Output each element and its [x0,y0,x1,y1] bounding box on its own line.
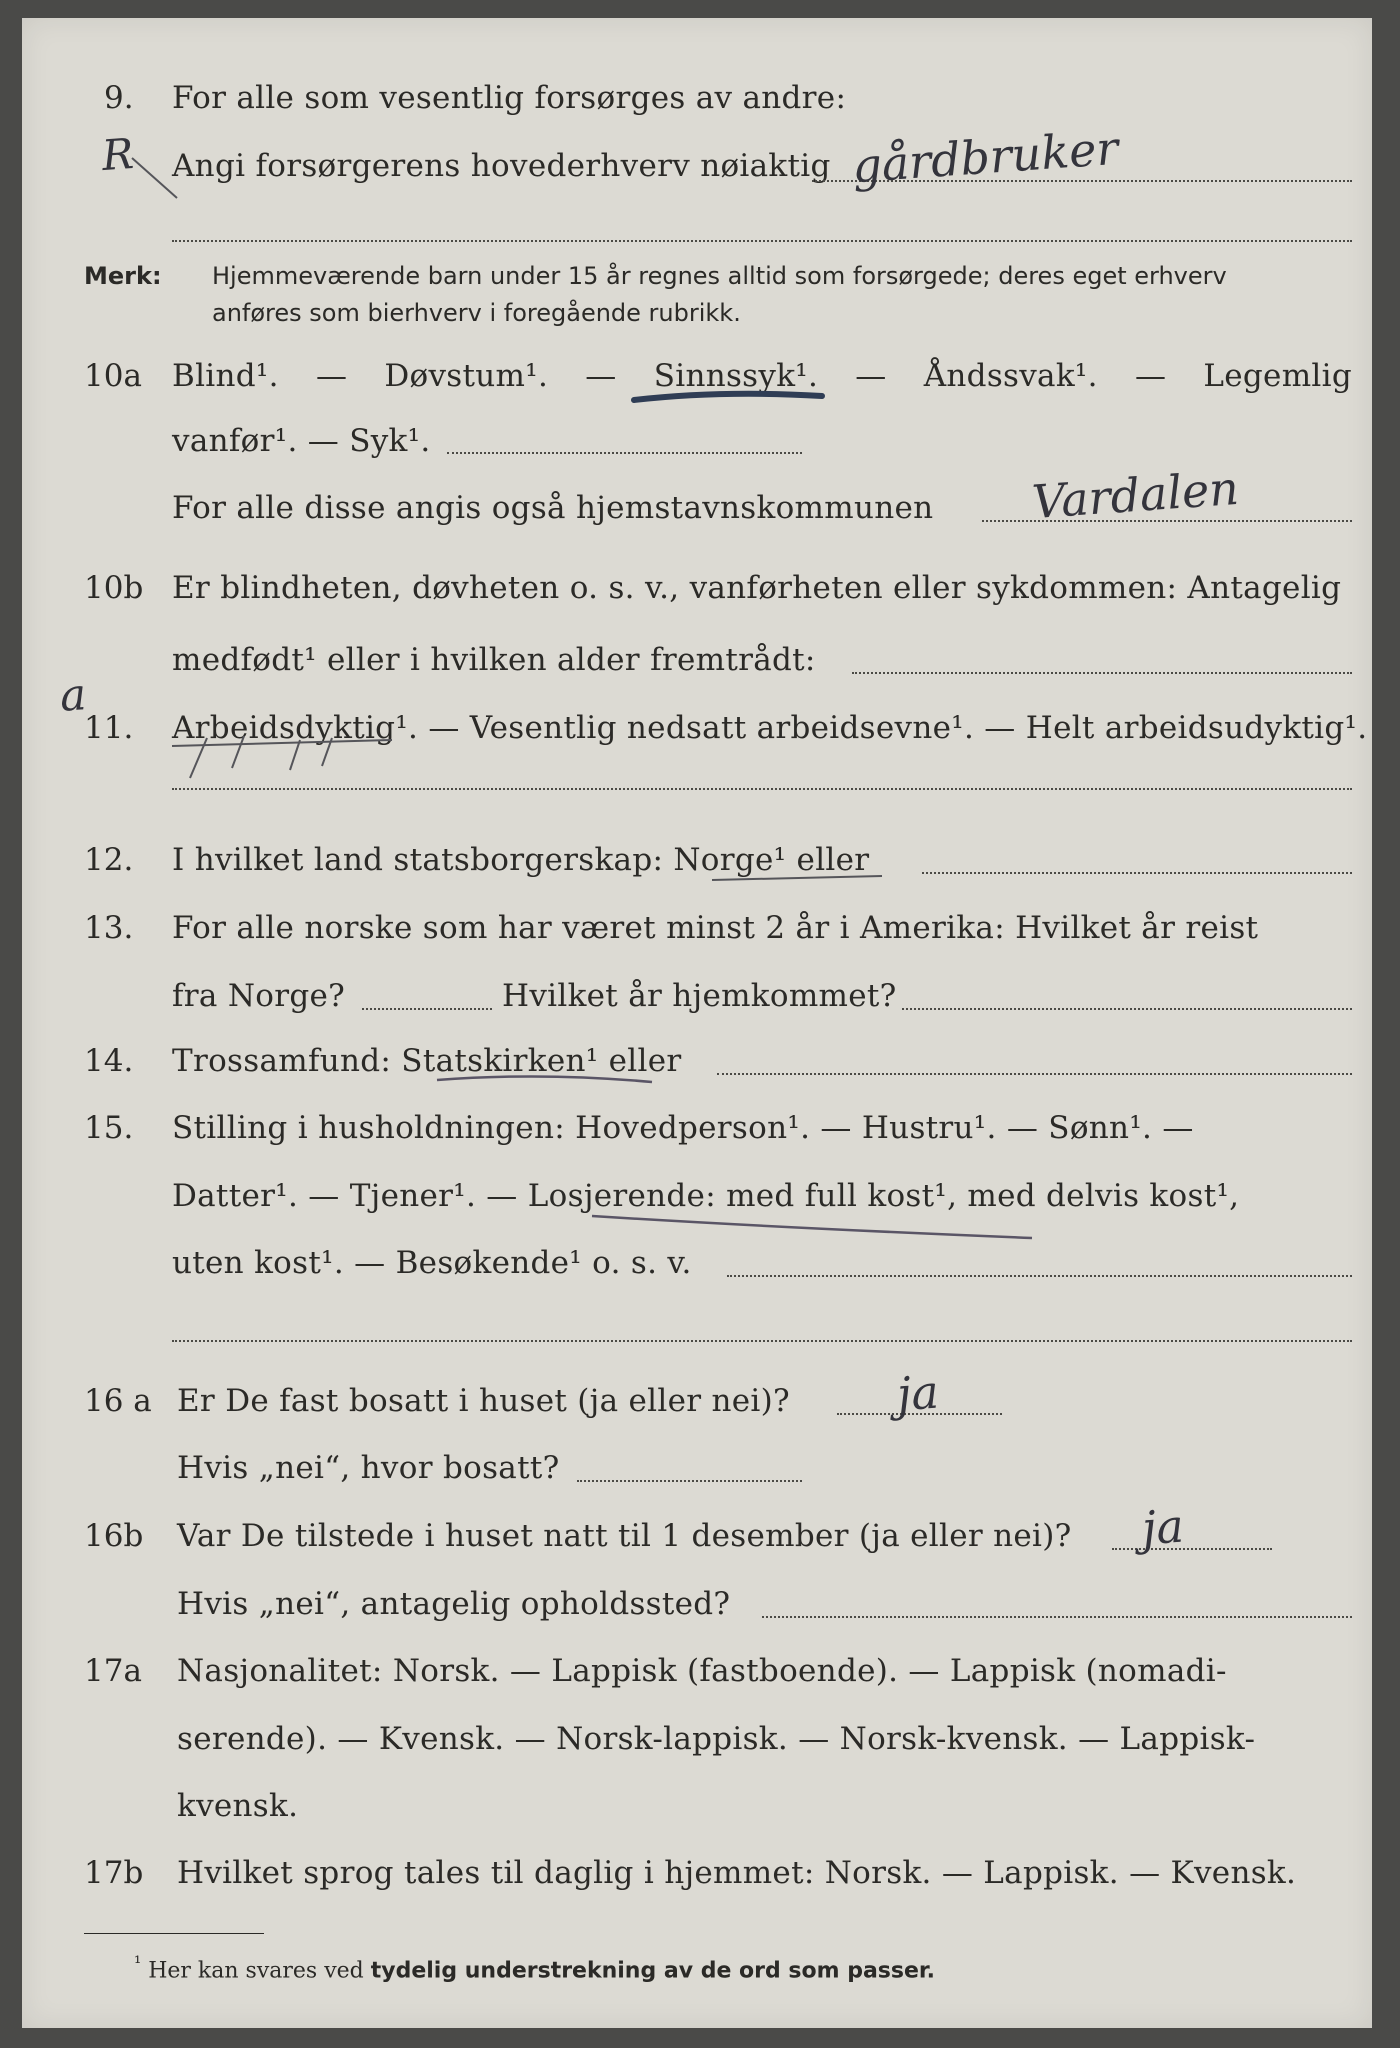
q11-margin-mark: a [58,669,88,722]
sinnssyk-underline [634,394,822,400]
q16a-line1: Er De fast bosatt i huset (ja eller nei)? [177,1383,790,1419]
q17b-line1: Hvilket sprog tales til daglig i hjemmet: Norsk. — Lappisk. — Kvensk. [177,1855,1297,1891]
q13-line1: For alle norske som har været minst 2 år i Amerika: Hvilket år reist [172,910,1259,946]
merk-line2: anføres som bierhverv i foregående rubrikk. [212,299,741,327]
q14-number: 14. [84,1043,134,1079]
q9-margin-stroke [132,158,177,198]
q10a-dash: — [855,358,887,394]
q10a-line2: vanfør¹. — Syk¹. [172,423,431,459]
q10a-option-dovstum: Døvstum¹. [384,358,549,394]
q13-line2b: Hvilket år hjemkommet? [502,978,897,1014]
q10a-dash: — [1134,358,1167,394]
q16a-line2: Hvis „nei“, hvor bosatt? [177,1450,560,1486]
q16a-number: 16 a [84,1383,152,1419]
q10b-line2: medfødt¹ eller i hvilken alder fremtrådt: [172,642,816,678]
q13-line2a: fra Norge? [172,978,346,1014]
q10a-option-andssvak: Åndssvak¹. [923,358,1098,394]
q12-line1: I hvilket land statsborgerskap: Norge¹ eller [172,842,870,878]
q9-answer-handwritten: gårdbruker [850,120,1121,194]
q10b-line1: Er blindheten, døvheten o. s. v., vanførheten eller sykdommen: Antagelig [172,570,1342,606]
census-form-page [22,18,1372,2028]
q17a-line3: kvensk. [177,1788,299,1824]
q11-number: 11. [84,710,134,746]
footnote-mark: ¹ [134,1953,142,1974]
q10a-option-blind: Blind¹. [172,358,279,394]
merk-label: Merk: [84,262,162,290]
norge-underline [712,876,882,880]
q10a-dash: — [315,358,348,394]
q10a-option-sinnssyk: Sinnssyk¹. [653,358,819,394]
q10a-number: 10a [84,358,142,394]
q9-margin-mark: R [100,128,136,181]
q10b-number: 10b [84,570,144,606]
q15-line2: Datter¹. — Tjener¹. — Losjerende: med full kost¹, med delvis kost¹, [172,1178,1240,1214]
footnote-text-bold: tydelig understrekning av de ord som passer. [370,1958,935,1984]
q17a-number: 17a [84,1653,142,1689]
q10a-line3: For alle disse angis også hjemstavnskommunen [172,490,934,526]
q16b-number: 16b [84,1518,144,1554]
q13-number: 13. [84,910,134,946]
q9-number: 9. [104,80,134,116]
pen-marks [22,18,1372,2028]
q15-number: 15. [84,1110,134,1146]
q15-line1: Stilling i husholdningen: Hovedperson¹. — Hustru¹. — Sønn¹. — [172,1110,1194,1146]
q16b-answer-handwritten: ja [1140,1498,1186,1556]
q15-line3: uten kost¹. — Besøkende¹ o. s. v. [172,1245,692,1281]
q17a-line2: serende). — Kvensk. — Norsk-lappisk. — Norsk-kvensk. — Lappisk- [177,1721,1256,1757]
q16b-line1: Var De tilstede i huset natt til 1 desember (ja eller nei)? [177,1518,1072,1554]
q16b-line2: Hvis „nei“, antagelig opholdssted? [177,1586,731,1622]
q17a-line1: Nasjonalitet: Norsk. — Lappisk (fastboende). — Lappisk (nomadi- [177,1653,1227,1689]
q10a-option-legemlig: Legemlig [1203,358,1352,394]
q9-line1: For alle som vesentlig forsørges av andre: [172,80,847,116]
q12-number: 12. [84,842,134,878]
q10a-dash: — [585,358,617,394]
merk-line1: Hjemmeværende barn under 15 år regnes alltid som forsørgede; deres eget erhverv [212,262,1227,290]
q10a-answer-handwritten: Vardalen [1030,460,1241,530]
q17b-number: 17b [84,1855,144,1891]
statskirken-underline [437,1076,652,1082]
q14-line1: Trossamfund: Statskirken¹ eller [172,1043,682,1079]
q9-line2: Angi forsørgerens hovederhverv nøiaktig [172,148,831,184]
q16a-answer-handwritten: ja [895,1364,941,1422]
q11-line1: Arbeidsdyktig¹. — Vesentlig nedsatt arbeidsevne¹. — Helt arbeidsudyktig¹. [172,710,1368,746]
full-kost-underline [592,1216,1032,1238]
footnote-text-plain: Her kan svares ved [148,1958,364,1984]
